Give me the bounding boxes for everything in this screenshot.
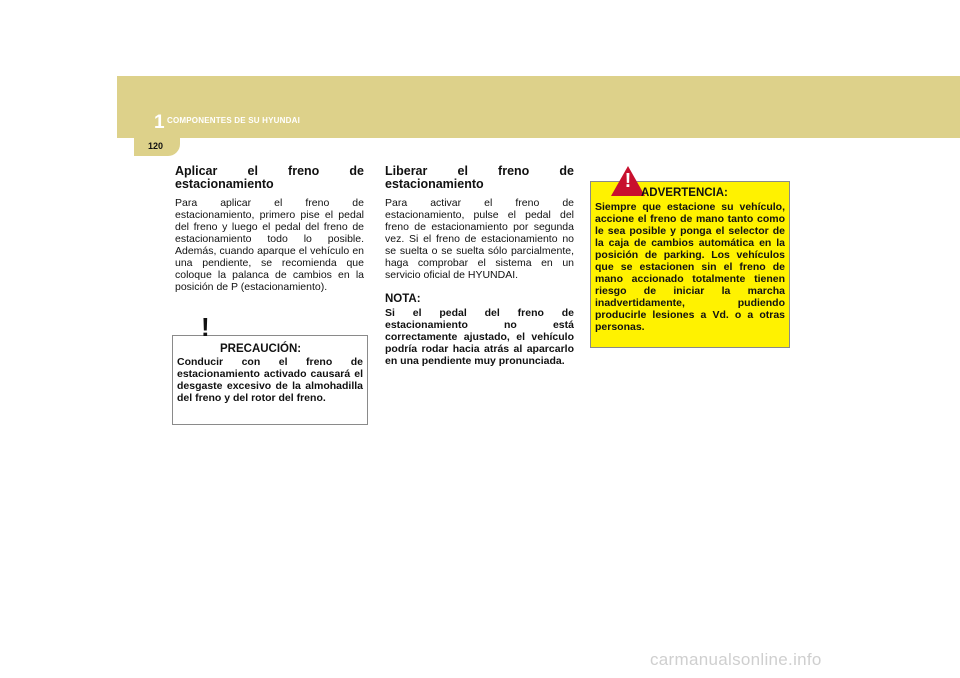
warning-title: ADVERTENCIA: bbox=[641, 187, 728, 199]
warning-box bbox=[590, 170, 790, 348]
heading-line: Aplicar el freno de bbox=[175, 164, 364, 178]
chapter-title: COMPONENTES DE SU HYUNDAI bbox=[167, 116, 301, 125]
caution-box bbox=[172, 312, 368, 425]
warning-text: Siempre que estacione su vehículo, accione el freno de mano tanto como le sea posible y ponga el selector de la caja de cambios automática en la posición de parking. Los vehículos que se estacionen sin el freno de mano accionado totalmente tienen riesgo de iniciar la marcha inadvertidamente, pudiendo producirle lesiones a Vd. o a otras personas. bbox=[595, 201, 785, 333]
apply-brake-text: Para aplicar el freno de estacionamiento, primero pise el pedal del freno y luego el pedal del freno de estacionamiento todo lo posible. Además, cuando aparque el vehículo en una pendiente, se recomienda que coloque la palanca de cambios en la posición de P (estacionamiento). bbox=[175, 197, 364, 293]
left-column bbox=[175, 165, 364, 293]
chapter-number: 1 bbox=[154, 112, 165, 133]
section-heading-release-brake bbox=[385, 165, 574, 191]
heading-line: estacionamiento bbox=[385, 177, 484, 191]
caution-text: Conducir con el freno de estacionamiento activado causará el desgaste excesivo de la almohadilla del freno y del rotor del freno. bbox=[177, 356, 363, 404]
section-heading-apply-brake bbox=[175, 165, 364, 191]
release-brake-text: Para activar el freno de estacionamiento, pulse el pedal del freno de estacionamiento por segunda vez. Si el freno de estacionamiento no se suelta o se suelta sólo parcialmente, haga comprobar el sistema en un servicio oficial de HYUNDAI. bbox=[385, 197, 574, 281]
caution-title: PRECAUCIÓN: bbox=[220, 343, 302, 355]
exclamation-icon: ! bbox=[201, 312, 210, 342]
exclamation-icon: ! bbox=[624, 170, 632, 192]
page-number: 120 bbox=[148, 141, 164, 151]
heading-line: estacionamiento bbox=[175, 177, 274, 191]
middle-column bbox=[385, 165, 574, 367]
note-text: Si el pedal del freno de estacionamiento no está correctamente ajustado, el vehículo podría rodar hacia atrás al aparcarlo en una pendiente muy pronunciada. bbox=[385, 307, 574, 367]
note-title: NOTA: bbox=[385, 293, 421, 305]
header-band bbox=[117, 76, 960, 138]
watermark: carmanualsonline.info bbox=[650, 650, 822, 669]
heading-line: Liberar el freno de bbox=[385, 164, 574, 178]
